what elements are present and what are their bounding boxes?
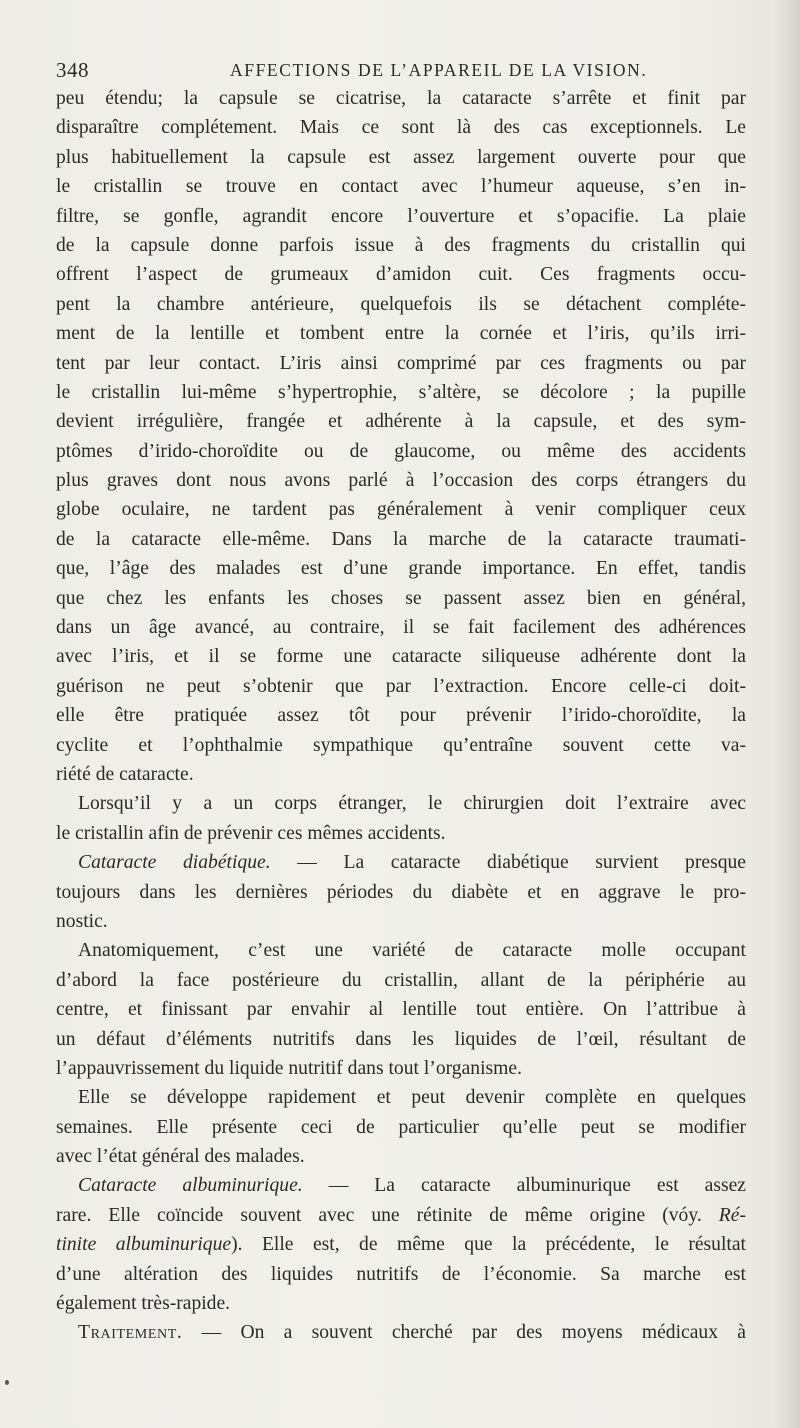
text-line: que, l’âge des malades est d’une grande importance. En effet, tandis xyxy=(56,558,746,580)
text-line: le cristallin afin de prévenir ces mêmes accidents. xyxy=(56,822,446,844)
margin-speck xyxy=(5,1380,9,1385)
text-line: un défaut d’éléments nutritifs dans les liquides de l’œil, résultant de xyxy=(56,1028,746,1050)
running-title: AFFECTIONS DE L’APPAREIL DE LA VISION. xyxy=(230,60,648,80)
text-line: également très-rapide. xyxy=(56,1293,231,1315)
text-line-retinite-ref: tinite albuminurique). Elle est, de même que la précédente, le résultat xyxy=(56,1234,746,1256)
text-line: de la capsule donne parfois issue à des fragments du cristallin qui xyxy=(56,234,746,256)
text-line: peu étendu; la capsule se cicatrise, la cataracte s’arrête et finit par xyxy=(56,88,746,109)
text-line: de la cataracte elle-même. Dans la marche de la cataracte traumati- xyxy=(56,528,746,550)
text-line: le cristallin lui-même s’hypertrophie, s’altère, se décolore ; la pupille xyxy=(56,381,746,403)
text-line: pent la chambre antérieure, quelquefois ils se détachent compléte- xyxy=(56,293,746,315)
text-line: avec l’état général des malades. xyxy=(56,1146,305,1168)
body-text xyxy=(56,84,746,1348)
text-line: nostic. xyxy=(56,910,108,932)
emphasized-phrase: tinite albuminurique xyxy=(56,1234,232,1256)
text-line: riété de cataracte. xyxy=(56,763,194,785)
text-line: Elle se développe rapidement et peut devenir complète en quelques xyxy=(78,1087,746,1109)
text-line: que chez les enfants les choses se passent assez bien en général, xyxy=(56,587,746,609)
text-line: guérison ne peut s’obtenir que par l’extraction. Encore celle-ci doit- xyxy=(56,675,746,697)
text-line: plus graves dont nous avons parlé à l’occasion des corps étrangers du xyxy=(56,470,746,492)
text-line: devient irrégulière, frangée et adhérente à la capsule, et des sym- xyxy=(56,411,746,433)
emphasized-phrase: Ré- xyxy=(718,1204,746,1226)
emphasized-phrase: Cataracte diabétique. xyxy=(78,852,271,874)
text-line: tent par leur contact. L’iris ainsi comprimé par ces fragments ou par xyxy=(56,352,746,374)
text-line: avec l’iris, et il se forme une cataracte siliqueuse adhérente dont la xyxy=(56,646,746,668)
page-header xyxy=(56,58,746,86)
text-line: ment de la lentille et tombent entre la cornée et l’iris, qu’ils irri- xyxy=(56,323,746,345)
page-edge-shadow xyxy=(774,0,800,1428)
text-line: filtre, se gonfle, agrandit encore l’ouverture et s’opacifie. La plaie xyxy=(56,205,746,227)
text-line: semaines. Elle présente ceci de particulier qu’elle peut se modifier xyxy=(56,1116,746,1138)
page-number: 348 xyxy=(56,58,89,82)
text-line: l’appauvrissement du liquide nutritif dans tout l’organisme. xyxy=(56,1057,522,1079)
text-line: disparaître complétement. Mais ce sont là des cas exceptionnels. Le xyxy=(56,117,746,139)
text-line-treatment-heading: Traitement. — On a souvent cherché par des moyens médicaux à xyxy=(78,1322,746,1344)
text-line: centre, et finissant par envahir al lentille tout entière. On l’attribue à xyxy=(56,999,746,1021)
text-line: ptômes d’irido-choroïdite ou de glaucome, ou même des accidents xyxy=(56,440,746,462)
text-line: le cristallin se trouve en contact avec l’humeur aqueuse, s’en in- xyxy=(56,176,746,198)
text-line: Anatomiquement, c’est une variété de cataracte molle occupant xyxy=(78,940,746,962)
text-line: toujours dans les dernières périodes du diabète et en aggrave le pro- xyxy=(56,881,746,903)
text-line: elle être pratiquée assez tôt pour prévenir l’irido-choroïdite, la xyxy=(56,705,746,727)
text-line: cyclite et l’ophthalmie sympathique qu’entraîne souvent cette va- xyxy=(56,734,746,756)
text-line: Lorsqu’il y a un corps étranger, le chirurgien doit l’extraire avec xyxy=(78,793,746,815)
emphasized-phrase: Cataracte albuminurique. xyxy=(78,1175,303,1197)
text-line-retinite-ref: rare. Elle coïncide souvent avec une rétinite de même origine (vóy. Ré- xyxy=(56,1204,746,1226)
emphasized-phrase: Traitement. xyxy=(78,1322,183,1344)
text-line: globe oculaire, ne tardent pas généralement à venir compliquer ceux xyxy=(56,499,746,521)
text-line-albuminuric-heading: Cataracte albuminurique. — La cataracte albuminurique est assez xyxy=(78,1175,747,1197)
text-line: dans un âge avancé, au contraire, il se fait facilement des adhérences xyxy=(56,617,746,639)
text-line: plus habituellement la capsule est assez largement ouverte pour que xyxy=(56,146,746,168)
text-line: d’une altération des liquides nutritifs de l’économie. Sa marche est xyxy=(56,1263,746,1285)
text-line: offrent l’aspect de grumeaux d’amidon cuit. Ces fragments occu- xyxy=(56,264,746,286)
text-line: d’abord la face postérieure du cristallin, allant de la périphérie au xyxy=(56,969,746,991)
text-line-diabetic-heading: Cataracte diabétique. — La cataracte diabétique survient presque xyxy=(78,852,746,874)
